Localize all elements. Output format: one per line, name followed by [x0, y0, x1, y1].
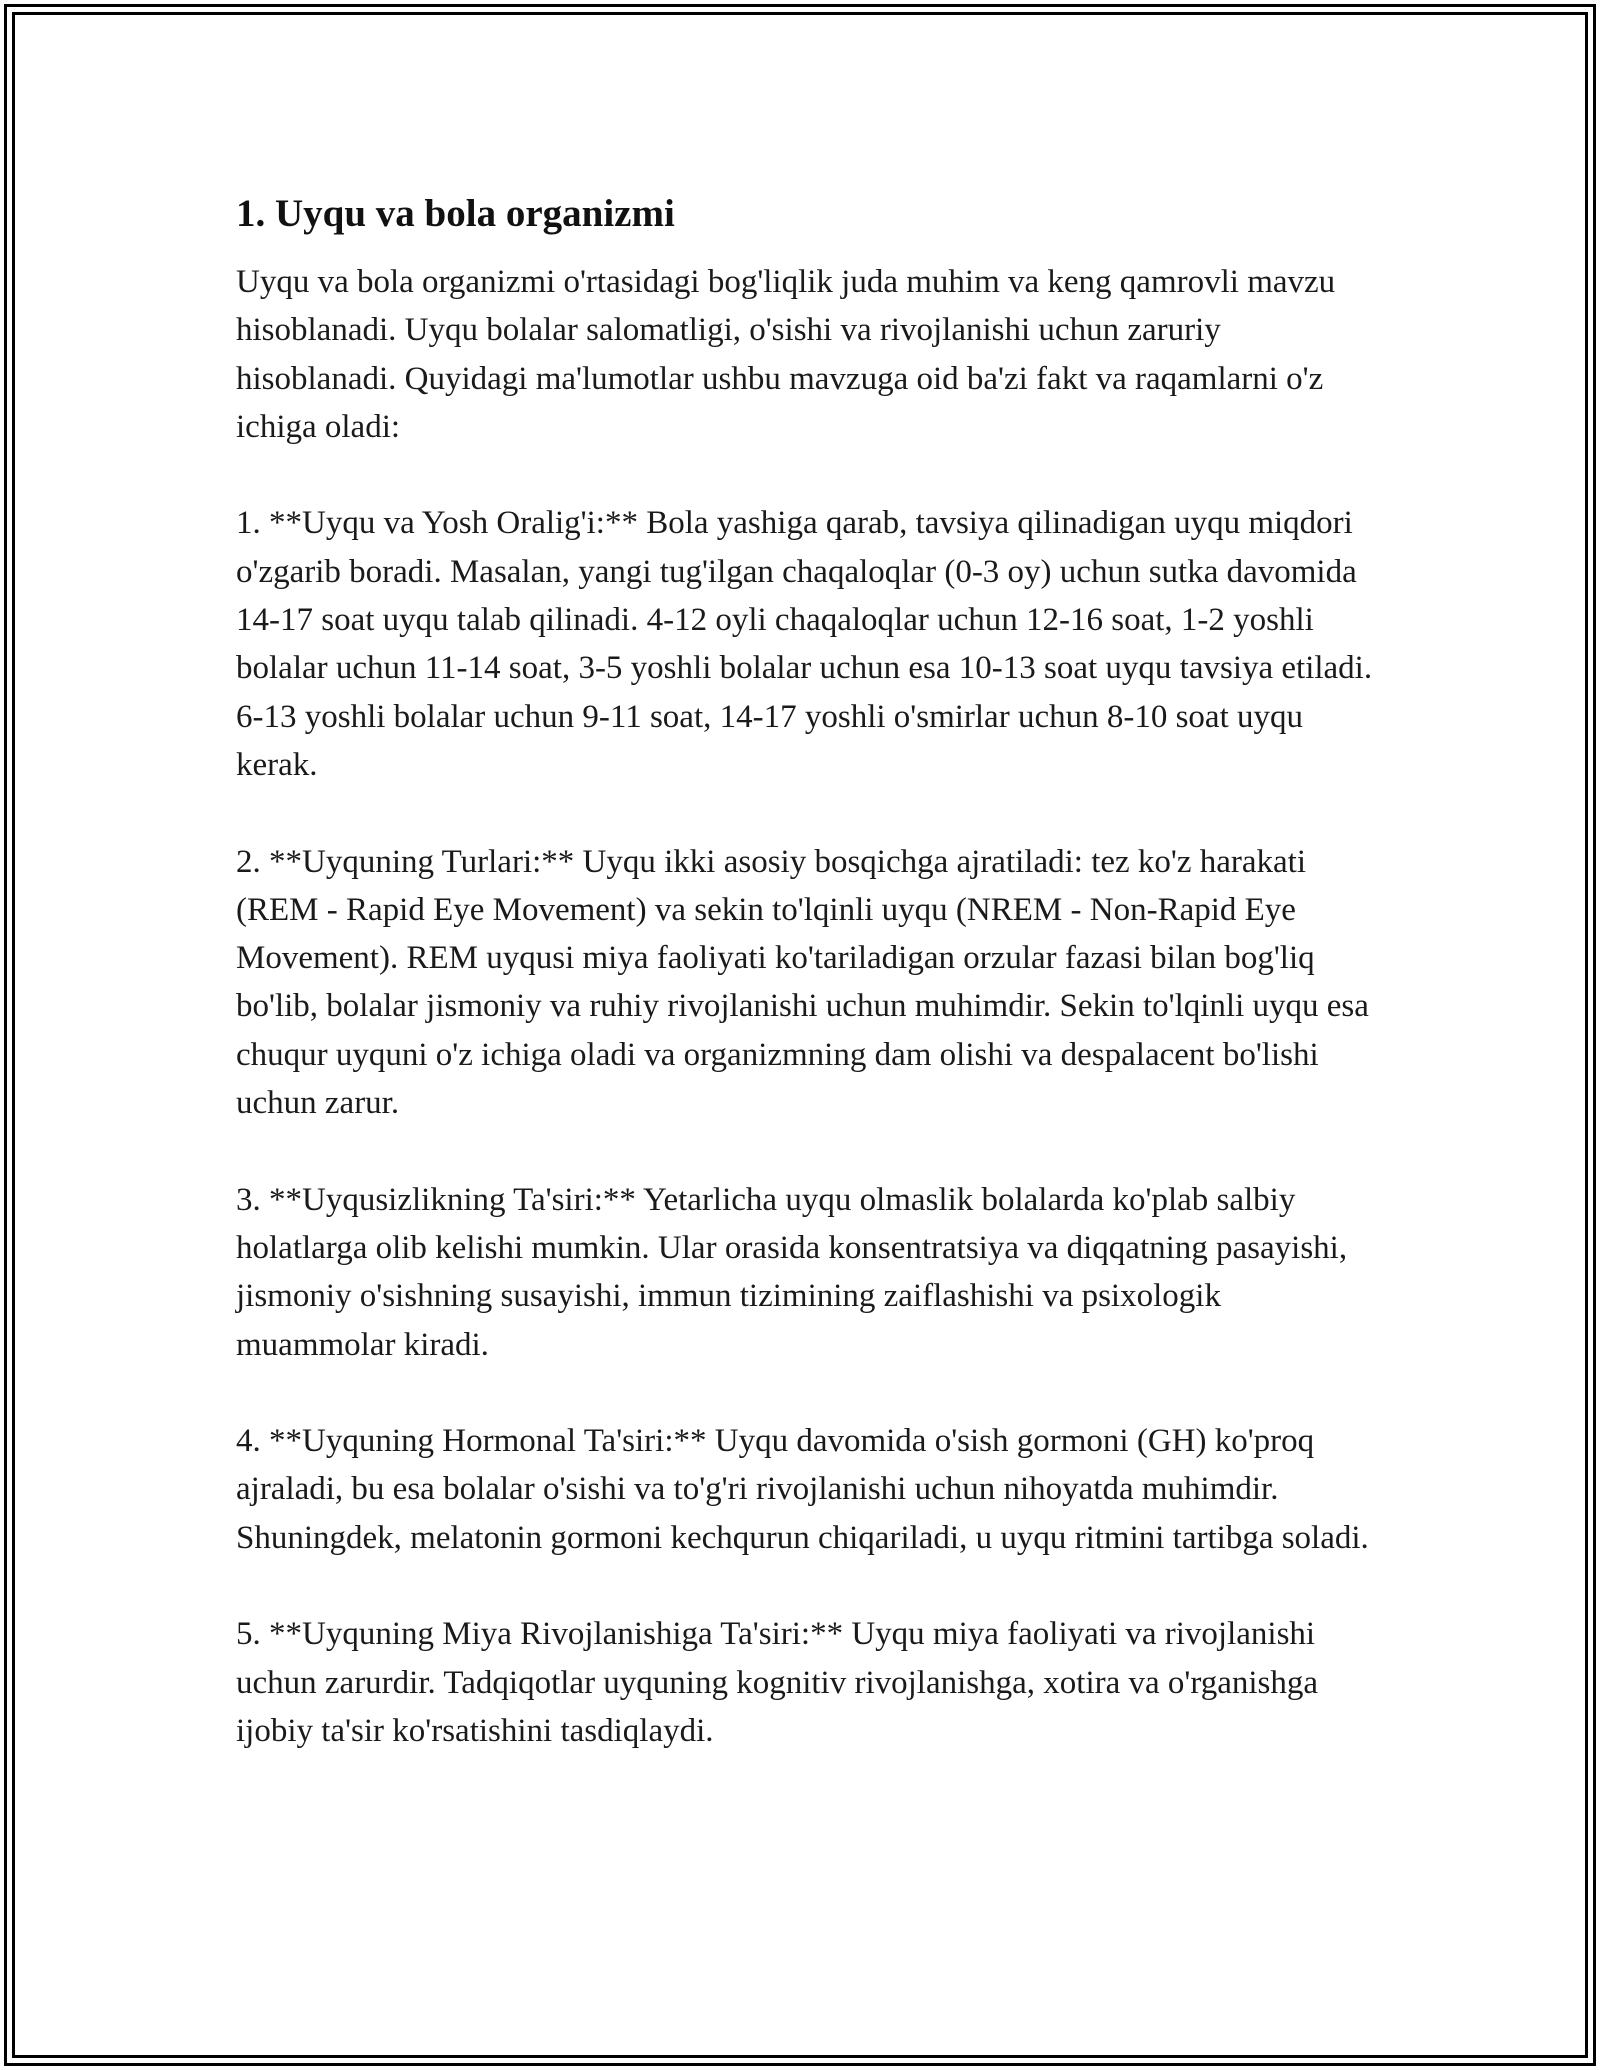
paragraph-hormonal-effect: 4. **Uyquning Hormonal Ta'siri:** Uyqu davomida o'sish gormoni (GH) ko'proq ajraladi, bu esa bolalar o'sishi va to'g'ri rivojlanishi uchun nihoyatda muhimdir. Shuningdek, melatonin gormoni kechqurun chiqariladi, u uyqu ritmini tartibga soladi.	[236, 1423, 1369, 1556]
paragraph-sleep-types: 2. **Uyquning Turlari:** Uyqu ikki asosiy bosqichga ajratiladi: tez ko'z harakati (REM - Rapid Eye Movement) va sekin to'lqinli uyqu (NREM - Non-Rapid Eye Movement). REM uyqusi miya faoliyati ko'tariladigan orzular fazasi bilan bog'liq bo'lib, bolalar jismoniy va ruhiy rivojlanishi uchun muhimdir. Sekin to'lqinli uyqu esa chuqur uyquni o'z ichiga oladi va organizmning dam olishi va despalacent bo'lishi uchun zarur.	[236, 843, 1369, 1122]
intro-paragraph: Uyqu va bola organizmi o'rtasidagi bog'liqlik juda muhim va keng qamrovli mavzu hisoblanadi. Uyqu bolalar salomatligi, o'sishi va rivojlanishi uchun zaruriy hisoblanadi. Quyidagi ma'lumotlar ushbu mavzuga oid ba'zi fakt va raqamlarni o'z ichiga oladi:	[236, 264, 1336, 445]
document-title: 1. Uyqu va bola organizmi	[236, 192, 675, 235]
paragraph-sleep-age-range: 1. **Uyqu va Yosh Oralig'i:** Bola yashiga qarab, tavsiya qilinadigan uyqu miqdori o'zgarib boradi. Masalan, yangi tug'ilgan chaqaloqlar (0-3 oy) uchun sutka davomida 14-17 soat uyqu talab qilinadi. 4-12 oyli chaqaloqlar uchun 12-16 soat, 1-2 yoshli bolalar uchun 11-14 soat, 3-5 yoshli bolalar uchun esa 10-13 soat uyqu tavsiya etiladi. 6-13 yoshli bolalar uchun 9-11 soat, 14-17 yoshli o'smirlar uchun 8-10 soat uyqu kerak.	[236, 505, 1373, 783]
document-body	[236, 185, 1386, 1755]
paragraph-sleep-deprivation: 3. **Uyqusizlikning Ta'siri:** Yetarlicha uyqu olmaslik bolalarda ko'plab salbiy holatlarga olib kelishi mumkin. Ular orasida konsentratsiya va diqqatning pasayishi, jismoniy o'sishning susayishi, immun tizimining zaiflashishi va psixologik muammolar kiradi.	[236, 1181, 1348, 1363]
paragraph-brain-development: 5. **Uyquning Miya Rivojlanishiga Ta'siri:** Uyqu miya faoliyati va rivojlanishi uchun zarurdir. Tadqiqotlar uyquning kognitiv rivojlanishga, xotira va o'rganishga ijobiy ta'sir ko'rsatishini tasdiqlaydi.	[236, 1616, 1319, 1749]
